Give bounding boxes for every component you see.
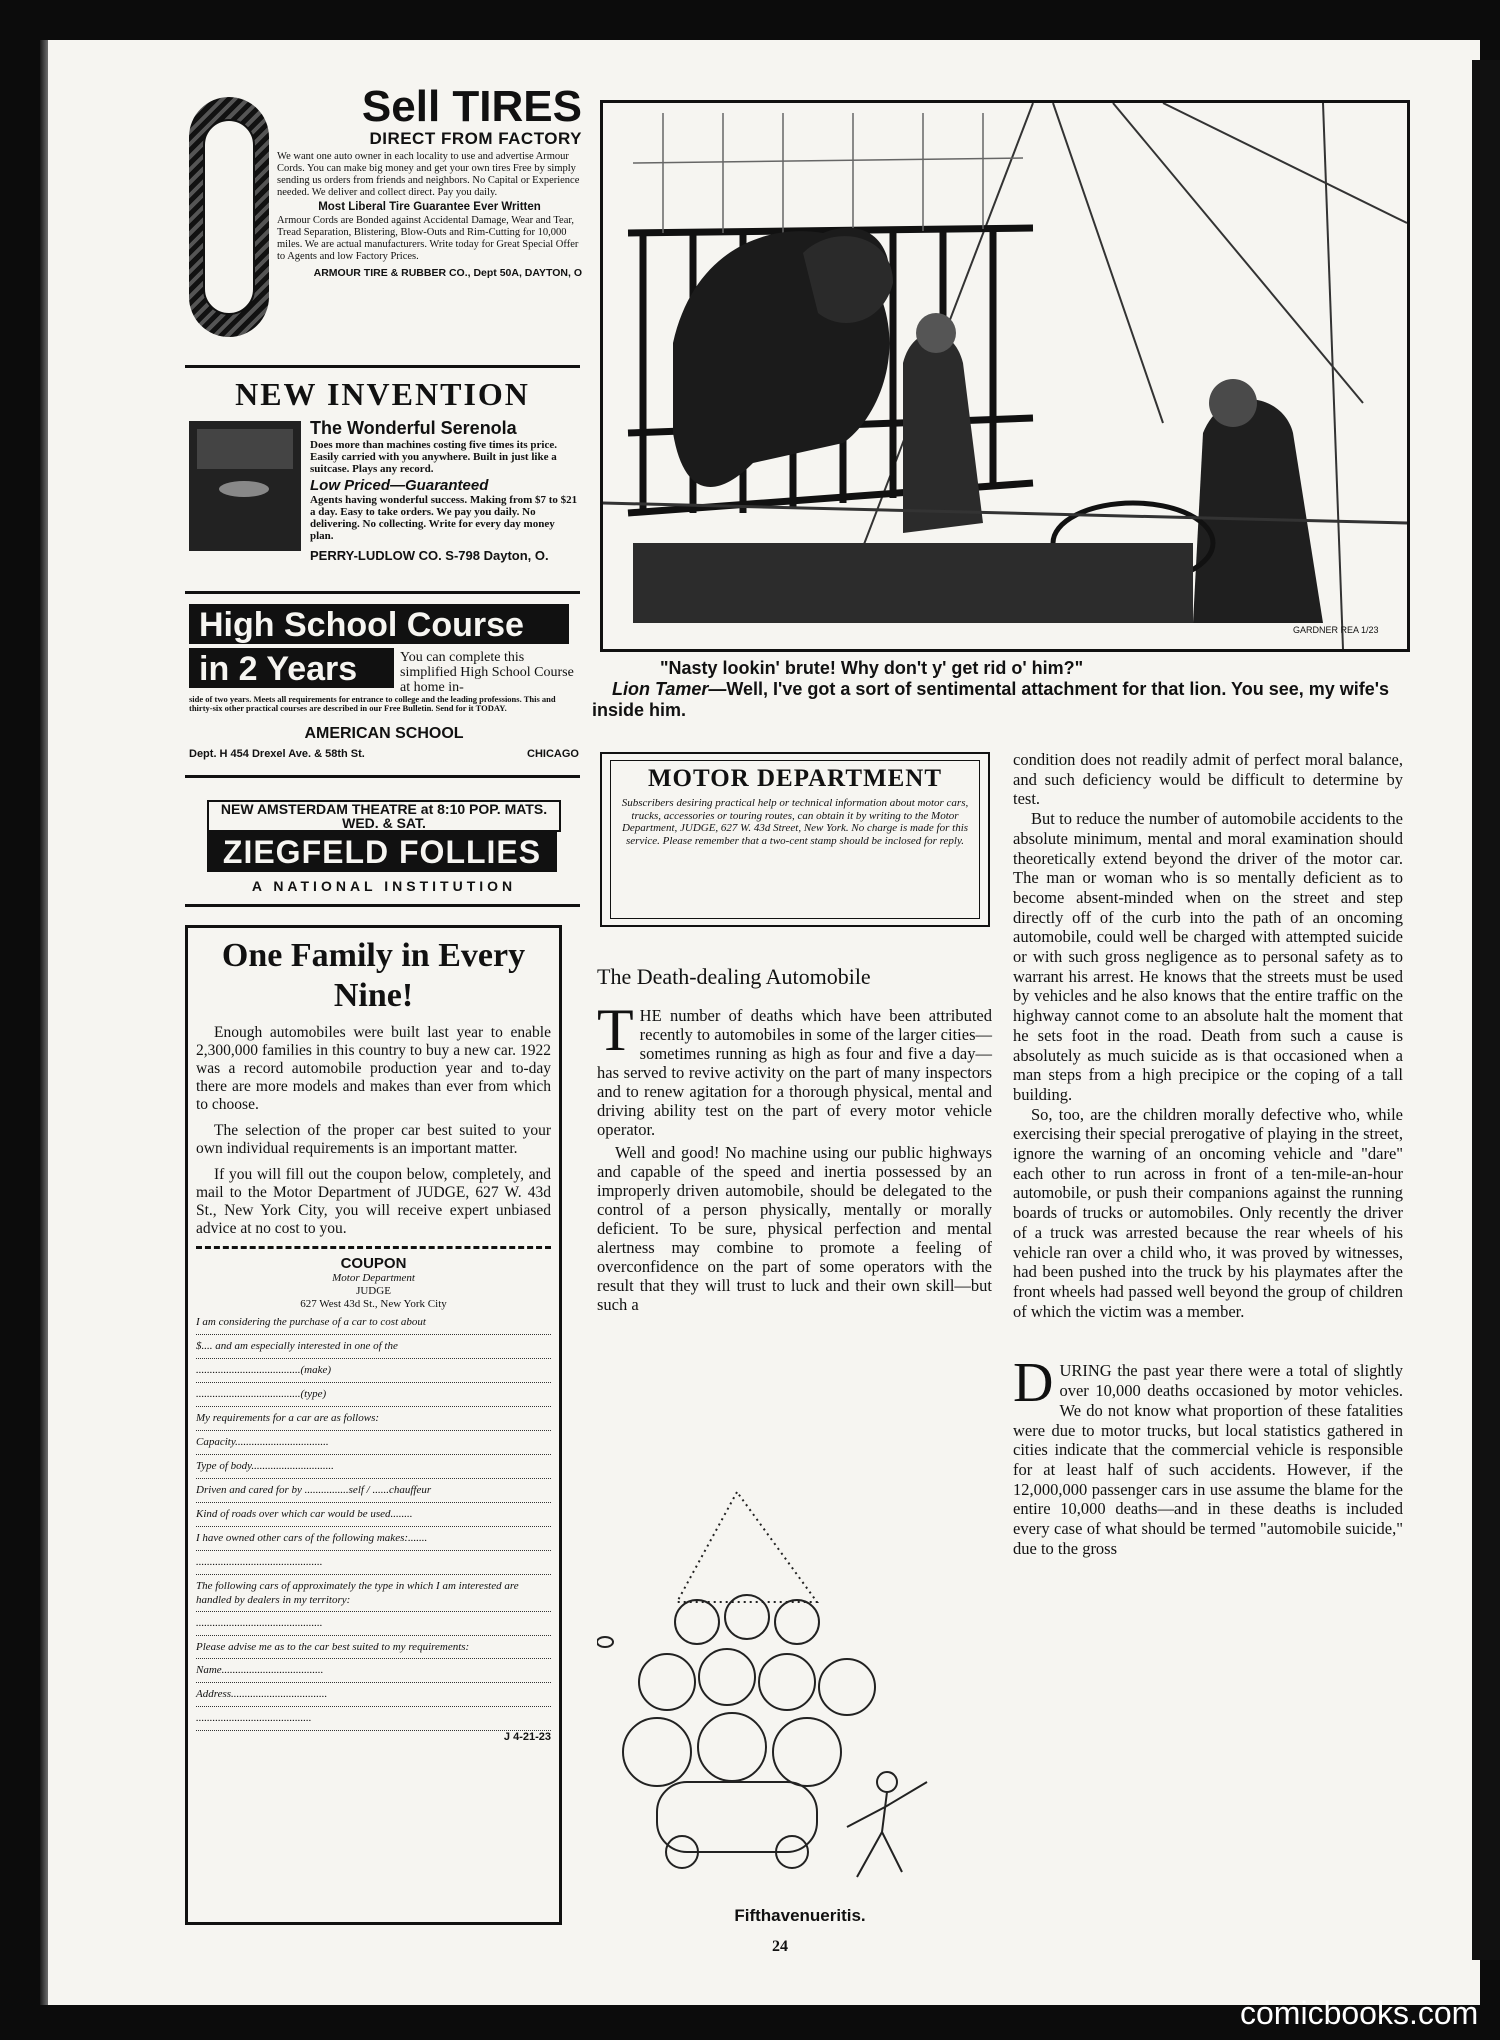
serenola-footer: PERRY-LUDLOW CO. S-798 Dayton, O. bbox=[310, 548, 549, 563]
tire-ad-footer: ARMOUR TIRE & RUBBER CO., Dept 50A, DAYTON, O bbox=[313, 267, 582, 279]
cartoon-caption-line2: —Well, I've got a sort of sentimental attachment for that lion. You see, my wife's inside him. bbox=[592, 679, 1390, 720]
article-r4: the past year there were a total of slightly over 10,000 deaths occasioned by motor vehicles. We do not know what proportion of these fatalities were due to motor trucks, but local statistics gathered in cities indicate that the commercial vehicle is responsible for at least half of such accidents. However, if the 12,000,000 passenger cars in use assume the blame for the entire 10,000 deaths—and in these deaths is included every case of what should be termed "automobile suicide," due to the gross bbox=[1013, 1361, 1403, 1558]
coupon-line[interactable]: Type of body.............................. bbox=[196, 1455, 551, 1479]
lion-tamer-cartoon bbox=[600, 100, 1410, 652]
serenola-body2: Agents having wonderful success. Making from $7 to $21 a day. Easy to take orders. We pay you daily. No delivering. No collecting. Write for every day money plan. bbox=[310, 494, 578, 542]
coupon-ad-title: One Family in Every Nine! bbox=[221, 937, 526, 1014]
school-ad-small: side of two years. Meets all requirements for entrance to college and the leading professions. This and thirty-six other practical courses are described in our Free Bulletin. Send for it TODAY. bbox=[189, 694, 556, 713]
coupon-cut-line bbox=[196, 1246, 551, 1249]
article-p1: HE number of deaths which have been attributed recently to automobiles in some of the larger cities—sometimes running as high as four and five a day—has served to revive activity on the part of many inspectors and to renew agitation for a thorough physical, mental and driving ability test on the part of every motor vehicle operator. bbox=[597, 1006, 992, 1139]
coupon-line[interactable]: ......................................(make) bbox=[196, 1359, 551, 1383]
serenola-ad bbox=[185, 376, 580, 594]
page-edge bbox=[1472, 60, 1500, 1960]
follies-ad-main: ZIEGFELD FOLLIES bbox=[207, 832, 557, 872]
coupon-ad bbox=[185, 925, 562, 1925]
coupon-addr2: JUDGE bbox=[356, 1285, 391, 1297]
tire-ad-body2: Armour Cords are Bonded against Accidental Damage, Wear and Tear, Tread Separation, Blistering, Blow-Outs and Rim-Cutting for 10,000 miles. We are actual manufacturers. Write today for Great Special Offer to Agents and low Factory Prices. bbox=[277, 215, 579, 262]
cartoon-caption-speaker: Lion Tamer bbox=[612, 679, 709, 699]
coupon-line[interactable]: Address................................... bbox=[196, 1683, 551, 1707]
article-p2: Well and good! No machine using our public highways and capable of the speed and inertia possessed by an improperly driven automobile, should be delegated to the control of a person physically, mentally or morally deficient. To be sure, physical perfection and mental alertness may combine to promote a feeling of overconfidence on the part of some operators with the result that they will trust to luck and their own skill—but such a bbox=[597, 1143, 992, 1314]
coupon-line[interactable]: Name..................................... bbox=[196, 1659, 551, 1683]
serenola-ad-title: NEW INVENTION bbox=[235, 376, 530, 412]
article-r1: condition does not readily admit of perfect moral balance, and such deficiency would be difficult to determine by test. bbox=[1013, 750, 1403, 809]
coupon-ad-p1: Enough automobiles were built last year to enable 2,300,000 families in this country to buy a new car. 1922 was a record automobile production year and to-day there are more models and makes than ever from which to choose. bbox=[196, 1024, 551, 1113]
article-drop-cap: T bbox=[597, 997, 634, 1063]
school-ad bbox=[185, 600, 580, 778]
coupon-footer: J 4-21-23 bbox=[503, 1731, 551, 1743]
school-ad-line1: High School Course bbox=[199, 606, 524, 644]
coupon-line[interactable]: ......................................(type) bbox=[196, 1383, 551, 1407]
phonograph-icon bbox=[189, 421, 301, 551]
cartoon-signature: GARDNER REA 1/23 bbox=[1293, 625, 1379, 635]
article-headline: The Death-dealing Automobile bbox=[597, 964, 871, 989]
article-column-middle bbox=[597, 997, 992, 1318]
coupon-label: COUPON bbox=[340, 1255, 407, 1272]
site-watermark: comicbooks.com bbox=[1240, 1995, 1479, 2031]
coupon-line[interactable]: Please advise me as to the car best suited to my requirements: bbox=[196, 1636, 551, 1659]
article-r4-smallcap: URING bbox=[1059, 1361, 1112, 1381]
coupon-line[interactable]: I have owned other cars of the following makes:....... bbox=[196, 1527, 551, 1551]
school-ad-line2: in 2 Years bbox=[199, 650, 358, 688]
tire-ad-body: We want one auto owner in each locality to use and advertise Armour Cords. You can make big money and get your own tires Free by simply sending us orders from friends and neighbors. No Capital or Experience needed. We deliver and collect direct. Pay you daily. bbox=[277, 151, 580, 198]
coupon-line[interactable]: My requirements for a car are as follows: bbox=[196, 1407, 551, 1431]
tire-ad-guarantee: Most Liberal Tire Guarantee Ever Written bbox=[318, 201, 541, 213]
school-ad-address: Dept. H 454 Drexel Ave. & 58th St. CHICAGO bbox=[189, 748, 579, 760]
coupon-form bbox=[196, 1311, 551, 1731]
cartoon-caption bbox=[592, 658, 1410, 721]
article-column-right bbox=[1013, 750, 1403, 1558]
serenola-body: Does more than machines costing five times its price. Easily carried with you anywhere. Built in just like a suitcase. Plays any record. bbox=[310, 439, 557, 475]
car-crowd-illustration bbox=[597, 1482, 992, 1902]
school-ad-name: AMERICAN SCHOOL bbox=[304, 725, 464, 742]
coupon-line[interactable]: $.... and am especially interested in one of the bbox=[196, 1335, 551, 1359]
coupon-ad-p3: If you will fill out the coupon below, completely, and mail to the Motor Department of JUDGE, 627 W. 43d St., New York City, you will receive expert unbiased advice at no cost to you. bbox=[196, 1166, 551, 1237]
serenola-tagline: Low Priced—Guaranteed bbox=[310, 477, 489, 494]
coupon-line[interactable]: .............................................. bbox=[196, 1551, 551, 1575]
motor-department-box bbox=[600, 752, 990, 927]
article-r3: So, too, are the children morally defective who, while exercising their special prerogative of playing in the street, ignore the warning of an oncoming vehicle and "dare" each other to run across in front of a ten-mile-an-hour automobile, or push their companions against the running boards of trucks or automobiles. Only recently the driver of a truck was arrested because the rear wheels of his vehicle ran over a child who, it was proved by witnesses, had been pushed into the truck by his playmates after the front wheels had passed well beyond the group of children of which the victim was a member. bbox=[1013, 1104, 1403, 1321]
tire-ad-subtitle: DIRECT FROM FACTORY bbox=[369, 129, 582, 148]
tire-ad-title: Sell TIRES bbox=[361, 82, 582, 131]
serenola-heading: The Wonderful Serenola bbox=[310, 418, 517, 438]
coupon-line[interactable]: Kind of roads over which car would be used........ bbox=[196, 1503, 551, 1527]
coupon-line[interactable]: The following cars of approximately the type in which I am interested are handled by dealers in my territory: bbox=[196, 1575, 551, 1612]
coupon-line[interactable]: Capacity.................................. bbox=[196, 1431, 551, 1455]
left-ad-column bbox=[185, 82, 582, 907]
cartoon-illustration bbox=[603, 103, 1407, 649]
coupon-line[interactable]: Driven and cared for by ................self / ......chauffeur bbox=[196, 1479, 551, 1503]
coupon-addr1: Motor Department bbox=[332, 1272, 415, 1284]
coupon-line[interactable]: .......................................... bbox=[196, 1707, 551, 1731]
follies-ad-sub: A NATIONAL INSTITUTION bbox=[251, 878, 517, 894]
coupon-ad-p2: The selection of the proper car best suited to your own individual requirements is an important matter. bbox=[196, 1122, 551, 1157]
cartoon-caption-line1: "Nasty lookin' brute! Why don't y' get rid o' him?" bbox=[660, 658, 1084, 678]
article-r2: But to reduce the number of automobile accidents to the absolute minimum, mental and moral examination should theoretically extend beyond the driver of the motor car. The man or woman who is so mentally deficient as to become absent-minded when on the street and step directly off of the curb into the path of an oncoming automobile, could well be charged with attempted suicide or with such gross negligence as to personal safety as to warrant his arrest. He knows that the streets must be used by vehicles and he also knows that the entire traffic on the highway cannot come to an absolute halt the moment that he sets foot in the road. Death from such a cause is absolutely as much suicide as is that occasioned when a man steps from a high precipice or the coping of a tall building. bbox=[1013, 809, 1403, 1104]
coupon-line[interactable]: .............................................. bbox=[196, 1612, 551, 1636]
school-ad-city: CHICAGO bbox=[527, 748, 579, 760]
school-ad-side: You can complete this simplified High School Course at home in- bbox=[400, 650, 574, 695]
article-drop-cap-2: D bbox=[1013, 1352, 1054, 1415]
follies-ad-top: NEW AMSTERDAM THEATRE at 8:10 POP. MATS. WED. & SAT. bbox=[207, 800, 561, 832]
coupon-line[interactable]: I am considering the purchase of a car to cost about bbox=[196, 1311, 551, 1335]
tire-icon bbox=[189, 97, 269, 337]
traffic-sketch bbox=[597, 1482, 992, 1902]
coupon-addr3: 627 West 43d St., New York City bbox=[300, 1298, 447, 1310]
motor-department-text: Subscribers desiring practical help or technical information about motor cars, trucks, accessories or touring routes, can obtain it by writing to the Motor Department, JUDGE, 627 W. 43d Street, New York. No charge is made for this service. Please remember that a two-cent stamp should be inclosed for reply. bbox=[621, 797, 969, 847]
follies-ad bbox=[185, 784, 580, 907]
sketch-caption: Fifthavenueritis. bbox=[734, 1906, 866, 1925]
page-number: 24 bbox=[772, 1938, 788, 1955]
tire-ad bbox=[185, 82, 582, 368]
motor-department-title: MOTOR DEPARTMENT bbox=[647, 765, 943, 792]
